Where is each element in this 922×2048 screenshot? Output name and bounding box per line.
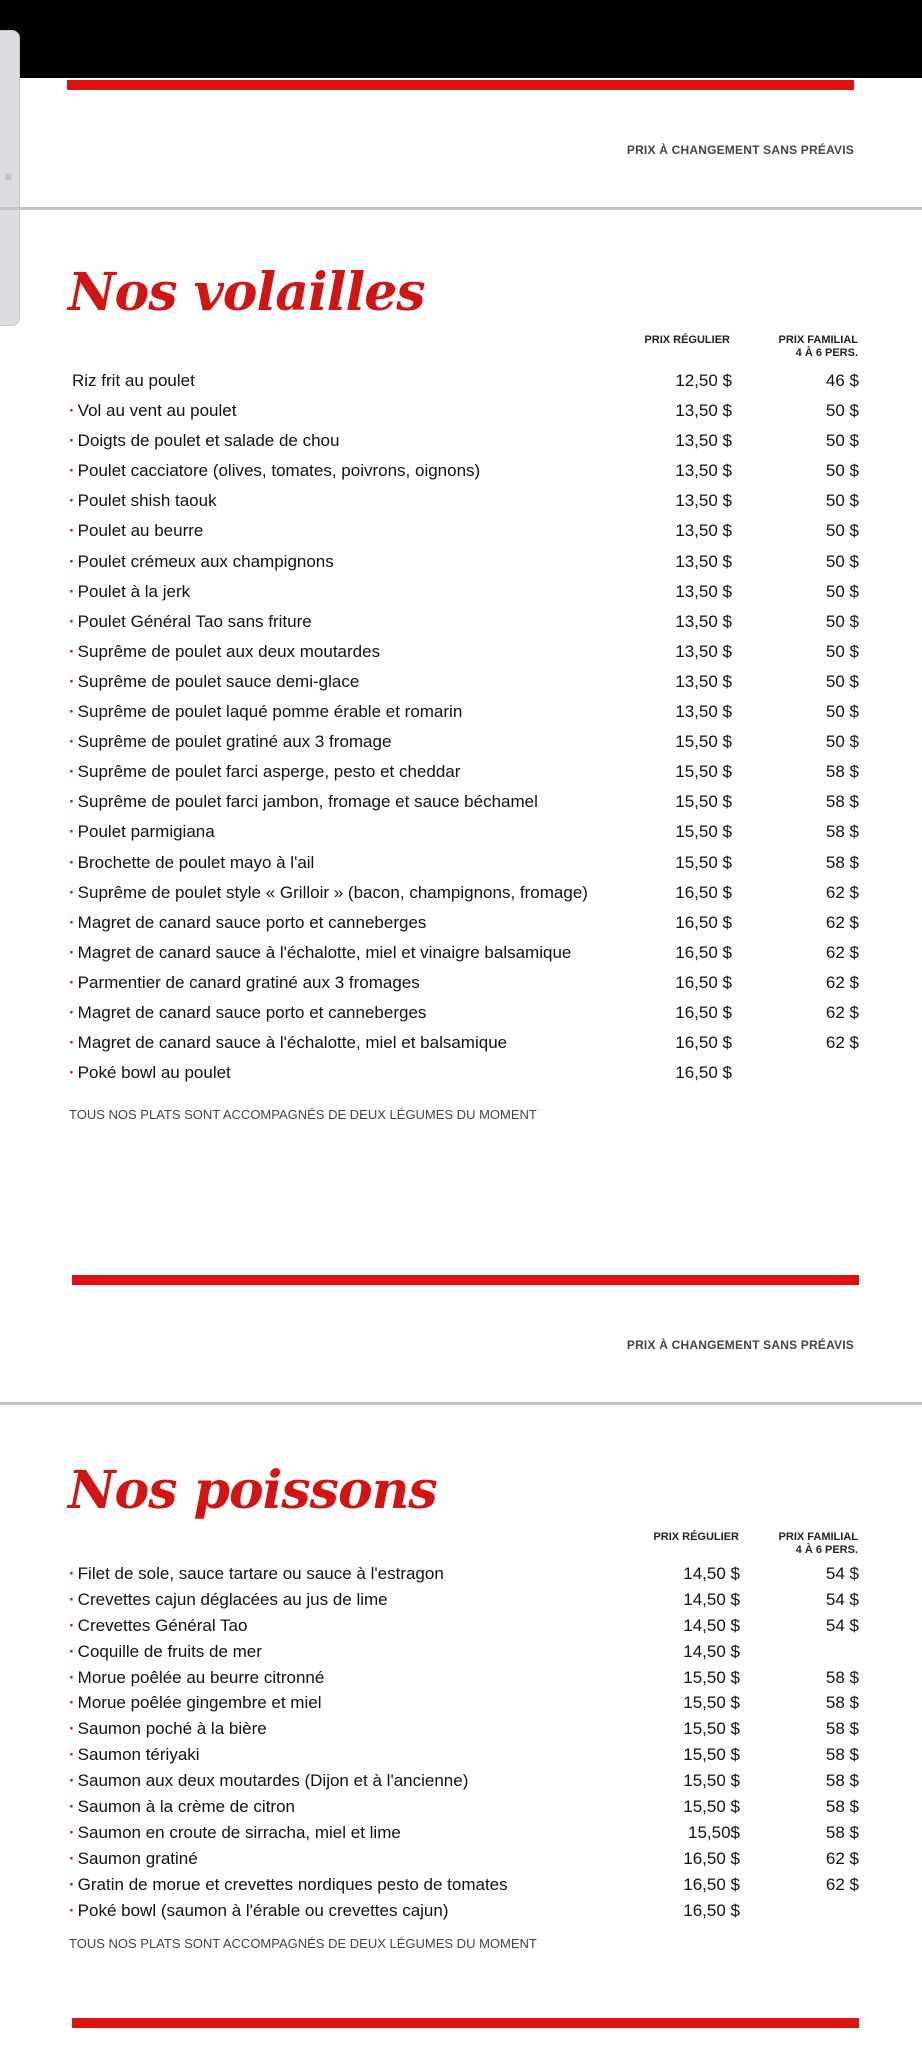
family-price: 58 $ bbox=[825, 792, 859, 812]
menu-item-label: Coquille de fruits de mer bbox=[77, 1641, 262, 1661]
bullet-icon: · bbox=[69, 431, 75, 451]
column-header-family: PRIX FAMILIAL 4 À 6 PERS. bbox=[778, 1531, 858, 1556]
regular-price: 14,50 $ bbox=[683, 1589, 740, 1609]
regular-price: 15,50 $ bbox=[683, 1771, 740, 1791]
menu-item-label: Suprême de poulet style « Grilloir » (bacon, champignons, fromage) bbox=[77, 882, 588, 902]
menu-item bbox=[69, 1797, 859, 1823]
menu-item-label: Doigts de poulet et salade de chou bbox=[77, 431, 340, 451]
menu-item bbox=[69, 491, 859, 521]
regular-price: 13,50 $ bbox=[675, 491, 732, 511]
menu-item-name bbox=[69, 702, 462, 722]
menu-item bbox=[69, 461, 859, 491]
menu-item-name bbox=[69, 1616, 247, 1636]
menu-item-label: Magret de canard sauce à l'échalotte, miel et balsamique bbox=[77, 1033, 508, 1053]
menu-item-name bbox=[69, 973, 420, 993]
menu-item-name bbox=[69, 762, 460, 782]
menu-item bbox=[69, 642, 859, 672]
bullet-icon: · bbox=[69, 1667, 75, 1687]
bullet-icon: · bbox=[69, 521, 75, 541]
regular-price: 13,50 $ bbox=[675, 581, 732, 601]
bullet-icon: · bbox=[69, 1564, 75, 1583]
menu-item-label: Saumon aux deux moutardes (Dijon et à l'ancienne) bbox=[77, 1771, 469, 1791]
menu-item-label: Suprême de poulet gratiné aux 3 fromage bbox=[77, 732, 392, 752]
menu-item-label: Saumon poché à la bière bbox=[77, 1719, 267, 1739]
family-price: 54 $ bbox=[825, 1589, 859, 1609]
menu-item-label: Poké bowl au poulet bbox=[77, 1063, 231, 1083]
family-price: 50 $ bbox=[825, 641, 859, 661]
menu-item bbox=[69, 612, 859, 642]
menu-item-name bbox=[69, 1590, 388, 1610]
regular-price: 16,50 $ bbox=[683, 1874, 740, 1894]
menu-item bbox=[69, 1668, 859, 1694]
family-price: 58 $ bbox=[825, 1822, 859, 1842]
menu-item-label: Poké bowl (saumon à l'érable ou crevettes cajun) bbox=[77, 1900, 449, 1920]
menu-item bbox=[69, 1003, 859, 1033]
regular-price: 15,50 $ bbox=[683, 1719, 740, 1739]
menu-item-label: Poulet à la jerk bbox=[77, 581, 191, 601]
menu-item-label: Poulet Général Tao sans friture bbox=[77, 611, 312, 631]
bullet-icon: · bbox=[69, 641, 75, 661]
regular-price: 16,50 $ bbox=[675, 972, 732, 992]
regular-price: 12,50 $ bbox=[675, 371, 732, 390]
menu-item-name bbox=[69, 642, 380, 662]
menu-item-label: Crevettes Général Tao bbox=[77, 1615, 248, 1635]
bullet-icon: · bbox=[69, 491, 75, 511]
menu-item bbox=[69, 1849, 859, 1875]
menu-item-name bbox=[69, 1668, 324, 1688]
menu-item bbox=[69, 822, 859, 852]
menu-item-label: Filet de sole, sauce tartare ou sauce à l'estragon bbox=[77, 1564, 444, 1583]
menu-item-name bbox=[69, 792, 538, 812]
menu-item-label: Gratin de morue et crevettes nordiques pesto de tomates bbox=[77, 1874, 508, 1894]
menu-item-label: Poulet crémeux aux champignons bbox=[77, 551, 334, 571]
menu-item-name bbox=[69, 1564, 444, 1584]
menu-item bbox=[69, 371, 859, 401]
side-panel-tab[interactable] bbox=[0, 30, 20, 326]
regular-price: 15,50 $ bbox=[683, 1667, 740, 1687]
menu-item-label: Suprême de poulet aux deux moutardes bbox=[77, 641, 381, 661]
price-notice: PRIX À CHANGEMENT SANS PRÉAVIS bbox=[626, 1338, 854, 1352]
menu-item-label: Magret de canard sauce à l'échalotte, miel et vinaigre balsamique bbox=[77, 942, 572, 962]
menu-item bbox=[69, 552, 859, 582]
bullet-icon: · bbox=[69, 732, 75, 752]
poissons-menu-list bbox=[69, 1564, 859, 1926]
regular-price: 13,50 $ bbox=[675, 521, 732, 541]
regular-price: 13,50 $ bbox=[675, 641, 732, 661]
page-separator bbox=[0, 207, 922, 210]
regular-price: 16,50 $ bbox=[675, 1002, 732, 1022]
bullet-icon: · bbox=[69, 942, 75, 962]
menu-item-label: Saumon à la crème de citron bbox=[77, 1797, 296, 1817]
family-price: 62 $ bbox=[825, 882, 859, 902]
regular-price: 13,50 $ bbox=[675, 401, 732, 421]
bullet-icon: · bbox=[69, 972, 75, 992]
family-price: 50 $ bbox=[825, 702, 859, 722]
menu-item bbox=[69, 1875, 859, 1901]
bullet-icon: · bbox=[69, 792, 75, 812]
menu-item-label: Morue poêlée gingembre et miel bbox=[77, 1693, 322, 1713]
menu-item-name bbox=[69, 1901, 449, 1921]
menu-item-label: Saumon en croute de sirracha, miel et lime bbox=[77, 1822, 401, 1842]
bullet-icon: · bbox=[69, 1033, 75, 1053]
family-price: 58 $ bbox=[825, 1719, 859, 1739]
regular-price: 15,50 $ bbox=[675, 732, 732, 752]
family-price: 58 $ bbox=[825, 852, 859, 872]
menu-item-name bbox=[69, 1823, 401, 1843]
menu-item-label: Magret de canard sauce porto et canneberges bbox=[77, 1002, 427, 1022]
drag-handle-icon[interactable]: ≡ bbox=[5, 170, 13, 184]
family-price: 62 $ bbox=[825, 1002, 859, 1022]
volailles-menu-list bbox=[69, 371, 859, 1093]
family-price: 50 $ bbox=[825, 671, 859, 691]
regular-price: 14,50 $ bbox=[683, 1641, 740, 1661]
regular-price: 15,50 $ bbox=[675, 852, 732, 872]
bullet-icon: · bbox=[69, 1874, 75, 1894]
menu-item-label: Suprême de poulet farci jambon, fromage et sauce béchamel bbox=[77, 792, 538, 812]
menu-item-name bbox=[69, 1875, 508, 1895]
menu-item bbox=[69, 792, 859, 822]
regular-price: 13,50 $ bbox=[675, 551, 732, 571]
red-divider-bar bbox=[67, 80, 854, 90]
bullet-icon: · bbox=[69, 1771, 75, 1791]
bullet-icon: · bbox=[69, 1615, 75, 1635]
regular-price: 15,50 $ bbox=[683, 1693, 740, 1713]
bullet-icon: · bbox=[69, 1002, 75, 1022]
bullet-icon: · bbox=[69, 1745, 75, 1765]
family-price: 50 $ bbox=[825, 491, 859, 511]
bullet-icon: · bbox=[69, 912, 75, 932]
red-divider-bar bbox=[72, 2018, 859, 2028]
menu-item bbox=[69, 1590, 859, 1616]
regular-price: 15,50 $ bbox=[683, 1745, 740, 1765]
menu-item-name bbox=[69, 431, 339, 451]
bullet-icon: · bbox=[69, 1900, 75, 1920]
regular-price: 15,50 $ bbox=[675, 762, 732, 782]
family-price: 50 $ bbox=[825, 611, 859, 631]
price-notice: PRIX À CHANGEMENT SANS PRÉAVIS bbox=[626, 143, 854, 157]
menu-item-name bbox=[69, 582, 190, 602]
top-black-bar bbox=[0, 0, 922, 78]
menu-item-name bbox=[69, 732, 391, 752]
bullet-icon: · bbox=[69, 822, 75, 842]
menu-item-name bbox=[69, 401, 236, 421]
family-price: 50 $ bbox=[825, 461, 859, 481]
menu-item-name bbox=[69, 1849, 198, 1869]
bullet-icon: · bbox=[69, 882, 75, 902]
menu-item-label: Morue poêlée au beurre citronné bbox=[77, 1667, 325, 1687]
bullet-icon: · bbox=[69, 1063, 75, 1083]
section-title-volailles: Nos volailles bbox=[68, 262, 425, 323]
menu-item bbox=[69, 1033, 859, 1063]
family-price: 62 $ bbox=[825, 972, 859, 992]
menu-item-label: Riz frit au poulet bbox=[72, 371, 195, 390]
bullet-icon: · bbox=[69, 1848, 75, 1868]
menu-item bbox=[69, 702, 859, 732]
menu-item-name bbox=[69, 1063, 231, 1083]
family-price: 50 $ bbox=[825, 732, 859, 752]
menu-item bbox=[69, 1771, 859, 1797]
menu-item-name bbox=[69, 521, 203, 541]
menu-item bbox=[69, 1719, 859, 1745]
menu-item bbox=[69, 943, 859, 973]
regular-price: 16,50 $ bbox=[675, 882, 732, 902]
regular-price: 16,50 $ bbox=[683, 1900, 740, 1920]
regular-price: 15,50 $ bbox=[675, 792, 732, 812]
regular-price: 15,50 $ bbox=[675, 822, 732, 842]
bullet-icon: · bbox=[69, 611, 75, 631]
menu-item-name bbox=[69, 883, 588, 903]
family-price: 58 $ bbox=[825, 1797, 859, 1817]
menu-item-label: Crevettes cajun déglacées au jus de lime bbox=[77, 1589, 388, 1609]
menu-item bbox=[69, 672, 859, 702]
bullet-icon: · bbox=[69, 1822, 75, 1842]
bullet-icon: · bbox=[69, 461, 75, 481]
menu-item-label: Suprême de poulet sauce demi-glace bbox=[77, 671, 360, 691]
menu-item-name bbox=[69, 1693, 321, 1713]
menu-item-name bbox=[69, 822, 215, 842]
bullet-icon: · bbox=[69, 762, 75, 782]
menu-item-name bbox=[69, 1745, 200, 1765]
regular-price: 16,50 $ bbox=[675, 1063, 732, 1083]
menu-item bbox=[69, 521, 859, 551]
regular-price: 16,50 $ bbox=[683, 1848, 740, 1868]
column-header-regular: PRIX RÉGULIER bbox=[644, 334, 730, 346]
family-price: 62 $ bbox=[825, 1848, 859, 1868]
menu-item-label: Parmentier de canard gratiné aux 3 fromages bbox=[77, 972, 420, 992]
page-separator bbox=[0, 1402, 922, 1405]
family-price: 54 $ bbox=[825, 1615, 859, 1635]
menu-item-label: Vol au vent au poulet bbox=[77, 401, 237, 421]
menu-item bbox=[69, 431, 859, 461]
menu-item bbox=[69, 732, 859, 762]
family-price: 62 $ bbox=[825, 942, 859, 962]
family-price: 58 $ bbox=[825, 822, 859, 842]
menu-item-name bbox=[69, 461, 480, 481]
menu-item bbox=[69, 762, 859, 792]
menu-item-name bbox=[69, 913, 426, 933]
family-price: 46 $ bbox=[825, 371, 859, 390]
regular-price: 13,50 $ bbox=[675, 671, 732, 691]
family-price: 50 $ bbox=[825, 581, 859, 601]
menu-item-name bbox=[69, 491, 217, 511]
family-price: 50 $ bbox=[825, 431, 859, 451]
bullet-icon: · bbox=[69, 551, 75, 571]
menu-item-label: Suprême de poulet laqué pomme érable et romarin bbox=[77, 702, 463, 722]
bullet-icon: · bbox=[69, 852, 75, 872]
footnote-volailles: TOUS NOS PLATS SONT ACCOMPAGNÉS DE DEUX LÉGUMES DU MOMENT bbox=[69, 1107, 537, 1122]
menu-item-name bbox=[69, 1033, 507, 1053]
menu-item-name bbox=[69, 1003, 426, 1023]
regular-price: 14,50 $ bbox=[683, 1615, 740, 1635]
menu-item-name bbox=[69, 1771, 468, 1791]
menu-item bbox=[69, 853, 859, 883]
menu-item-label: Suprême de poulet farci asperge, pesto et cheddar bbox=[77, 762, 461, 782]
bullet-icon: · bbox=[69, 581, 75, 601]
menu-item-name bbox=[69, 1642, 262, 1662]
family-price: 50 $ bbox=[825, 551, 859, 571]
menu-item-name bbox=[69, 371, 195, 391]
family-price: 50 $ bbox=[825, 521, 859, 541]
menu-item bbox=[69, 1745, 859, 1771]
family-price: 62 $ bbox=[825, 1033, 859, 1053]
menu-item bbox=[69, 973, 859, 1003]
bullet-icon: · bbox=[69, 1641, 75, 1661]
menu-item bbox=[69, 1642, 859, 1668]
menu-item bbox=[69, 883, 859, 913]
column-header-family: PRIX FAMILIAL 4 À 6 PERS. bbox=[778, 334, 858, 359]
family-price: 58 $ bbox=[825, 1667, 859, 1687]
menu-item bbox=[69, 1901, 859, 1927]
regular-price: 16,50 $ bbox=[675, 1033, 732, 1053]
menu-item-name bbox=[69, 1797, 295, 1817]
menu-item-label: Magret de canard sauce porto et canneberges bbox=[77, 912, 427, 932]
regular-price: 13,50 $ bbox=[675, 431, 732, 451]
menu-item-name bbox=[69, 612, 312, 632]
menu-item-label: Poulet au beurre bbox=[77, 521, 204, 541]
regular-price: 13,50 $ bbox=[675, 461, 732, 481]
menu-item-label: Poulet shish taouk bbox=[77, 491, 217, 511]
bullet-icon: · bbox=[69, 1589, 75, 1609]
menu-item-name bbox=[69, 853, 314, 873]
regular-price: 16,50 $ bbox=[675, 942, 732, 962]
regular-price: 13,50 $ bbox=[675, 702, 732, 722]
regular-price: 15,50 $ bbox=[683, 1797, 740, 1817]
regular-price: 16,50 $ bbox=[675, 912, 732, 932]
regular-price: 13,50 $ bbox=[675, 611, 732, 631]
menu-item-label: Saumon gratiné bbox=[77, 1848, 198, 1868]
menu-item-name bbox=[69, 672, 359, 692]
family-price: 62 $ bbox=[825, 912, 859, 932]
menu-item-label: Saumon tériyaki bbox=[77, 1745, 200, 1765]
menu-item bbox=[69, 1564, 859, 1590]
family-price: 58 $ bbox=[825, 1693, 859, 1713]
menu-item-name bbox=[69, 552, 334, 572]
footnote-poissons: TOUS NOS PLATS SONT ACCOMPAGNÉS DE DEUX LÉGUMES DU MOMENT bbox=[69, 1936, 537, 1951]
bullet-icon: · bbox=[69, 401, 75, 421]
menu-item bbox=[69, 401, 859, 431]
section-title-poissons: Nos poissons bbox=[68, 1460, 437, 1521]
menu-item-label: Poulet cacciatore (olives, tomates, poivrons, oignons) bbox=[77, 461, 481, 481]
menu-item bbox=[69, 913, 859, 943]
bullet-icon: · bbox=[69, 702, 75, 722]
regular-price: 14,50 $ bbox=[683, 1564, 740, 1583]
menu-item bbox=[69, 1616, 859, 1642]
regular-price: 15,50$ bbox=[688, 1822, 740, 1842]
menu-item-name bbox=[69, 943, 571, 963]
family-price: 58 $ bbox=[825, 762, 859, 782]
menu-item-label: Poulet parmigiana bbox=[77, 822, 215, 842]
menu-item bbox=[69, 582, 859, 612]
family-price: 50 $ bbox=[825, 401, 859, 421]
menu-item-name bbox=[69, 1719, 267, 1739]
bullet-icon: · bbox=[69, 671, 75, 691]
red-divider-bar bbox=[72, 1275, 859, 1285]
family-price: 62 $ bbox=[825, 1874, 859, 1894]
family-price: 58 $ bbox=[825, 1745, 859, 1765]
menu-item bbox=[69, 1063, 859, 1093]
bullet-icon: · bbox=[69, 1719, 75, 1739]
menu-item bbox=[69, 1693, 859, 1719]
family-price: 54 $ bbox=[825, 1564, 859, 1583]
bullet-icon: · bbox=[69, 1693, 75, 1713]
column-header-regular: PRIX RÉGULIER bbox=[653, 1531, 739, 1543]
family-price: 58 $ bbox=[825, 1771, 859, 1791]
bullet-icon: · bbox=[69, 1797, 75, 1817]
menu-item-label: Brochette de poulet mayo à l'ail bbox=[77, 852, 315, 872]
menu-item bbox=[69, 1823, 859, 1849]
